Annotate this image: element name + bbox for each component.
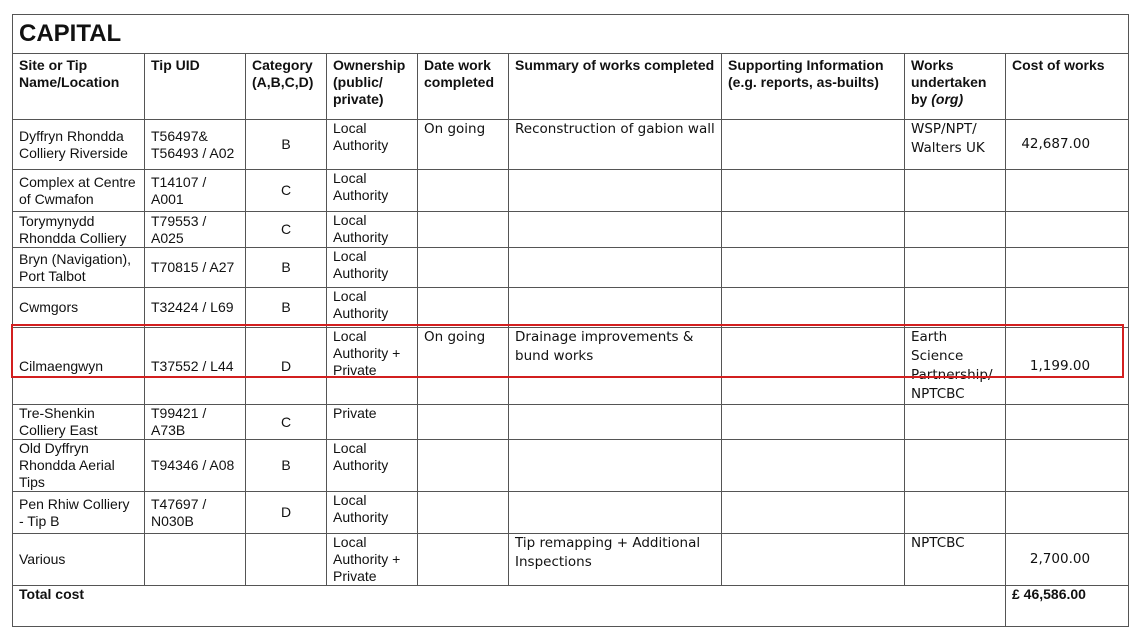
cell-ownership: Local Authority bbox=[327, 440, 418, 492]
cell-tip-uid bbox=[145, 534, 246, 586]
cell-date-completed bbox=[418, 170, 509, 212]
cell-cost: 1,199.00 bbox=[1006, 328, 1129, 405]
cell-ownership: Local Authority + Private bbox=[327, 534, 418, 586]
cell-category: C bbox=[246, 405, 327, 440]
cell-tip-uid: T32424 / L69 bbox=[145, 288, 246, 328]
cell-date-completed: On going bbox=[418, 120, 509, 170]
cell-supporting-info bbox=[722, 492, 905, 534]
header-works-by-text: Works undertaken by bbox=[911, 57, 987, 107]
table-row bbox=[13, 534, 1129, 586]
cell-supporting-info bbox=[722, 170, 905, 212]
cell-works-by bbox=[905, 492, 1006, 534]
cell-works-by bbox=[905, 440, 1006, 492]
cell-site: Dyffryn Rhondda Colliery Riverside bbox=[13, 120, 145, 170]
table-row bbox=[13, 170, 1129, 212]
cell-cost bbox=[1006, 288, 1129, 328]
cell-works-by bbox=[905, 212, 1006, 248]
cell-supporting-info bbox=[722, 120, 905, 170]
cell-date-completed bbox=[418, 212, 509, 248]
cell-cost bbox=[1006, 440, 1129, 492]
cell-supporting-info bbox=[722, 212, 905, 248]
table-row bbox=[13, 405, 1129, 440]
cell-date-completed bbox=[418, 405, 509, 440]
cell-summary bbox=[509, 440, 722, 492]
cell-summary bbox=[509, 405, 722, 440]
cell-summary: Tip remapping + Additional Inspections bbox=[509, 534, 722, 586]
cell-cost: 2,700.00 bbox=[1006, 534, 1129, 586]
cell-date-completed bbox=[418, 288, 509, 328]
cell-supporting-info bbox=[722, 248, 905, 288]
header-row bbox=[13, 54, 1129, 120]
cell-tip-uid: T79553 / A025 bbox=[145, 212, 246, 248]
cell-ownership: Local Authority bbox=[327, 212, 418, 248]
cell-category: B bbox=[246, 120, 327, 170]
table-row bbox=[13, 492, 1129, 534]
cell-tip-uid: T94346 / A08 bbox=[145, 440, 246, 492]
cell-works-by: NPTCBC bbox=[905, 534, 1006, 586]
cell-tip-uid: T14107 / A001 bbox=[145, 170, 246, 212]
cell-category: B bbox=[246, 440, 327, 492]
capital-works-sheet bbox=[12, 14, 1128, 627]
cell-tip-uid: T56497& T56493 / A02 bbox=[145, 120, 246, 170]
cell-tip-uid: T37552 / L44 bbox=[145, 328, 246, 405]
cell-site: Various bbox=[13, 534, 145, 586]
cell-cost bbox=[1006, 492, 1129, 534]
total-label: Total cost bbox=[13, 586, 1006, 627]
header-works-by-org: (org) bbox=[931, 91, 964, 107]
header-summary: Summary of works completed bbox=[509, 54, 722, 120]
cell-cost bbox=[1006, 248, 1129, 288]
cell-date-completed bbox=[418, 492, 509, 534]
cell-ownership: Local Authority + Private bbox=[327, 328, 418, 405]
cell-supporting-info bbox=[722, 405, 905, 440]
header-category: Category (A,B,C,D) bbox=[246, 54, 327, 120]
cell-summary bbox=[509, 492, 722, 534]
cell-ownership: Private bbox=[327, 405, 418, 440]
cell-date-completed bbox=[418, 534, 509, 586]
cell-site: Pen Rhiw Colliery - Tip B bbox=[13, 492, 145, 534]
cell-summary: Reconstruction of gabion wall bbox=[509, 120, 722, 170]
cell-summary bbox=[509, 212, 722, 248]
header-supporting-info: Supporting Information (e.g. reports, as-builts) bbox=[722, 54, 905, 120]
cell-supporting-info bbox=[722, 440, 905, 492]
cell-tip-uid: T47697 / N030B bbox=[145, 492, 246, 534]
cell-category: D bbox=[246, 492, 327, 534]
cell-ownership: Local Authority bbox=[327, 492, 418, 534]
header-tip-uid: Tip UID bbox=[145, 54, 246, 120]
cell-ownership: Local Authority bbox=[327, 120, 418, 170]
header-date-completed: Date work completed bbox=[418, 54, 509, 120]
cell-works-by bbox=[905, 288, 1006, 328]
cell-site: Complex at Centre of Cwmafon bbox=[13, 170, 145, 212]
cell-site: Torymynydd Rhondda Colliery bbox=[13, 212, 145, 248]
cell-works-by: WSP/NPT/ Walters UK bbox=[905, 120, 1006, 170]
table-row bbox=[13, 212, 1129, 248]
cell-works-by bbox=[905, 248, 1006, 288]
cell-date-completed bbox=[418, 248, 509, 288]
cell-category: C bbox=[246, 170, 327, 212]
total-value: £ 46,586.00 bbox=[1006, 586, 1129, 627]
header-cost: Cost of works bbox=[1006, 54, 1129, 120]
table-row bbox=[13, 120, 1129, 170]
cell-cost: 42,687.00 bbox=[1006, 120, 1129, 170]
capital-works-table bbox=[12, 14, 1129, 627]
cell-ownership: Local Authority bbox=[327, 288, 418, 328]
cell-date-completed bbox=[418, 440, 509, 492]
cell-category: B bbox=[246, 288, 327, 328]
table-row bbox=[13, 328, 1129, 405]
cell-category: C bbox=[246, 212, 327, 248]
cell-tip-uid: T70815 / A27 bbox=[145, 248, 246, 288]
header-site: Site or Tip Name/Location bbox=[13, 54, 145, 120]
cell-ownership: Local Authority bbox=[327, 248, 418, 288]
table-row bbox=[13, 248, 1129, 288]
table-title: CAPITAL bbox=[13, 15, 1129, 54]
cell-site: Tre-Shenkin Colliery East bbox=[13, 405, 145, 440]
cell-date-completed: On going bbox=[418, 328, 509, 405]
cell-works-by: Earth Science Partnership/ NPTCBC bbox=[905, 328, 1006, 405]
cell-supporting-info bbox=[722, 328, 905, 405]
cell-ownership: Local Authority bbox=[327, 170, 418, 212]
table-row bbox=[13, 440, 1129, 492]
cell-category: D bbox=[246, 328, 327, 405]
header-works-by bbox=[905, 54, 1006, 120]
cell-works-by bbox=[905, 405, 1006, 440]
cell-supporting-info bbox=[722, 288, 905, 328]
header-ownership: Ownership (public/ private) bbox=[327, 54, 418, 120]
cell-cost bbox=[1006, 212, 1129, 248]
cell-supporting-info bbox=[722, 534, 905, 586]
table-row bbox=[13, 288, 1129, 328]
cell-summary bbox=[509, 248, 722, 288]
cell-summary: Drainage improvements & bund works bbox=[509, 328, 722, 405]
cell-tip-uid: T99421 / A73B bbox=[145, 405, 246, 440]
cell-cost bbox=[1006, 170, 1129, 212]
cell-site: Cwmgors bbox=[13, 288, 145, 328]
cell-summary bbox=[509, 288, 722, 328]
cell-site: Cilmaengwyn bbox=[13, 328, 145, 405]
cell-works-by bbox=[905, 170, 1006, 212]
cell-site: Bryn (Navigation), Port Talbot bbox=[13, 248, 145, 288]
total-row bbox=[13, 586, 1129, 627]
cell-category: B bbox=[246, 248, 327, 288]
cell-summary bbox=[509, 170, 722, 212]
cell-cost bbox=[1006, 405, 1129, 440]
cell-site: Old Dyffryn Rhondda Aerial Tips bbox=[13, 440, 145, 492]
cell-category bbox=[246, 534, 327, 586]
